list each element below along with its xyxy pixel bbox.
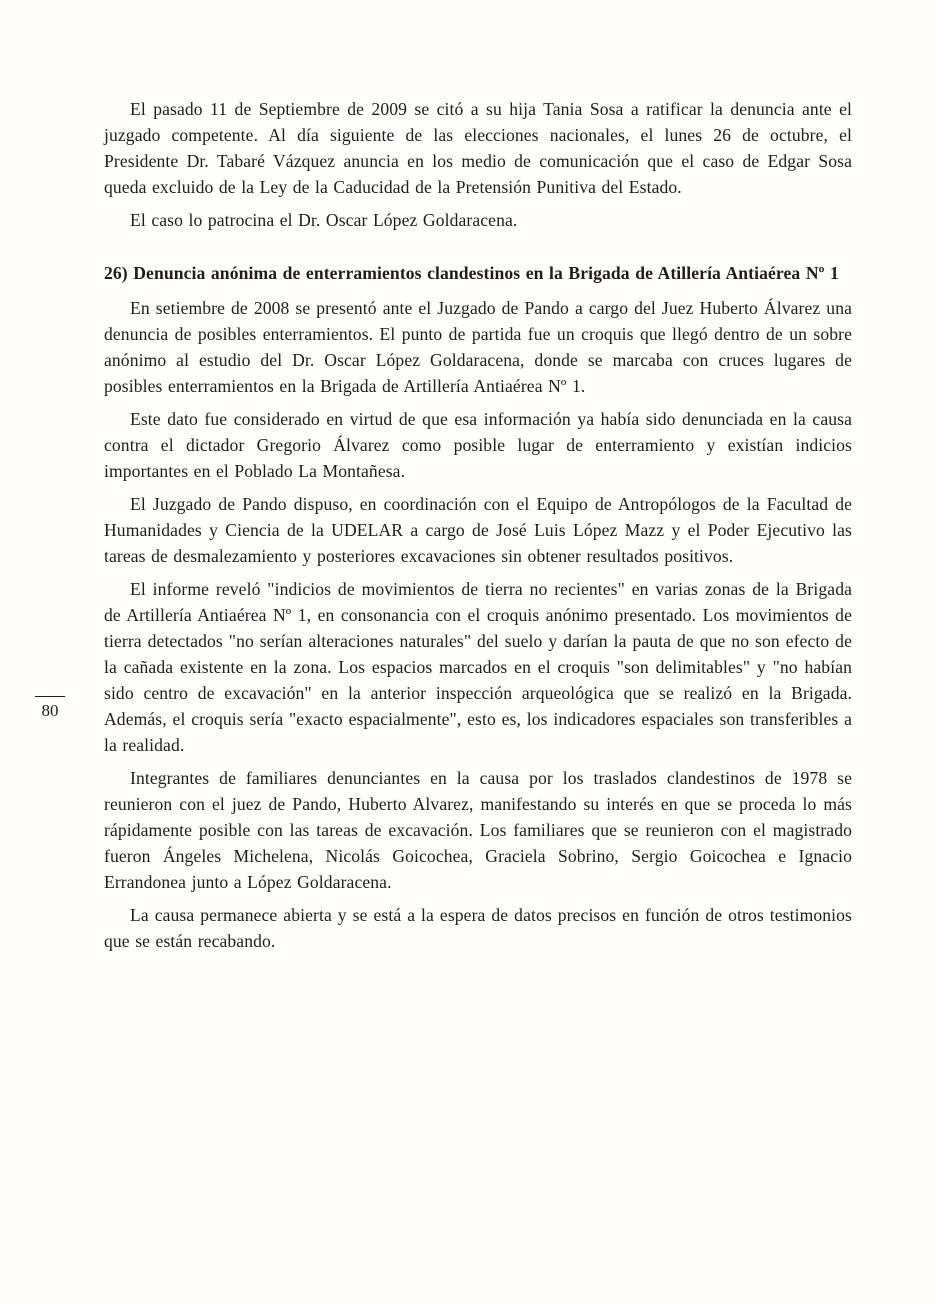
paragraph: El pasado 11 de Septiembre de 2009 se citó a su hija Tania Sosa a ratificar la denuncia ante el juzgado competente. Al día siguiente de las elecciones nacionales, el lunes 26 de octubre, el Presidente Dr. Tabaré Vázquez anuncia en los medio de comunicación que el caso de Edgar Sosa queda excluido de la Ley de la Caducidad de la Pretensión Punitiva del Estado. [104,99,852,197]
paragraph: El Juzgado de Pando dispuso, en coordinación con el Equipo de Antropólogos de la Facultad de Humanidades y Ciencia de la UDELAR a cargo de José Luis López Mazz y el Poder Ejecutivo las tareas de desmalezamiento y posteriores excavaciones sin obtener resultados positivos. [104,494,852,566]
paragraph: Integrantes de familiares denunciantes en la causa por los traslados clandestinos de 1978 se reunieron con el juez de Pando, Huberto Alvarez, manifestando su interés en que se proceda lo más rápidamente posible con las tareas de excavación. Los familiares que se reunieron con el magistrado fueron Ángeles Michelena, Nicolás Goicochea, Graciela Sobrino, Sergio Goicochea e Ignacio Errandonea junto a López Goldaracena. [104,768,852,892]
paragraph: En setiembre de 2008 se presentó ante el Juzgado de Pando a cargo del Juez Huberto Álvarez una denuncia de posibles enterramientos. El punto de partida fue un croquis que llegó dentro de un sobre anónimo al estudio del Dr. Oscar López Goldaracena, donde se marcaba con cruces lugares de posibles enterramientos en la Brigada de Artillería Antiaérea Nº 1. [104,298,852,396]
text-column [104,96,852,961]
section-heading: 26) Denuncia anónima de enterramientos clandestinos en la Brigada de Atillería Antiaérea Nº 1 [104,263,839,283]
page-number-block [31,696,69,722]
paragraph: El caso lo patrocina el Dr. Oscar López Goldaracena. [130,210,518,230]
page-number-rule [35,696,65,697]
paragraph: Este dato fue considerado en virtud de que esa información ya había sido denunciada en la causa contra el dictador Gregorio Álvarez como posible lugar de enterramiento y existían indicios importantes en el Poblado La Montañesa. [104,409,852,481]
paragraph: La causa permanece abierta y se está a la espera de datos precisos en función de otros testimonios que se están recabando. [104,905,852,951]
page-number: 80 [41,701,59,720]
paragraph: El informe reveló "indicios de movimientos de tierra no recientes" en varias zonas de la Brigada de Artillería Antiaérea Nº 1, en consonancia con el croquis anónimo presentado. Los movimientos de tierra detectados "no serían alteraciones naturales" del suelo y darían la pauta de que no son efecto de la cañada existente en la zona. Los espacios marcados en el croquis "son delimitables" y "no habían sido centro de excavación" en la anterior inspección arqueológica que se realizó en la Brigada. Además, el croquis sería "exacto espacialmente", esto es, los indicadores espaciales son transferibles a la realidad. [104,579,852,755]
